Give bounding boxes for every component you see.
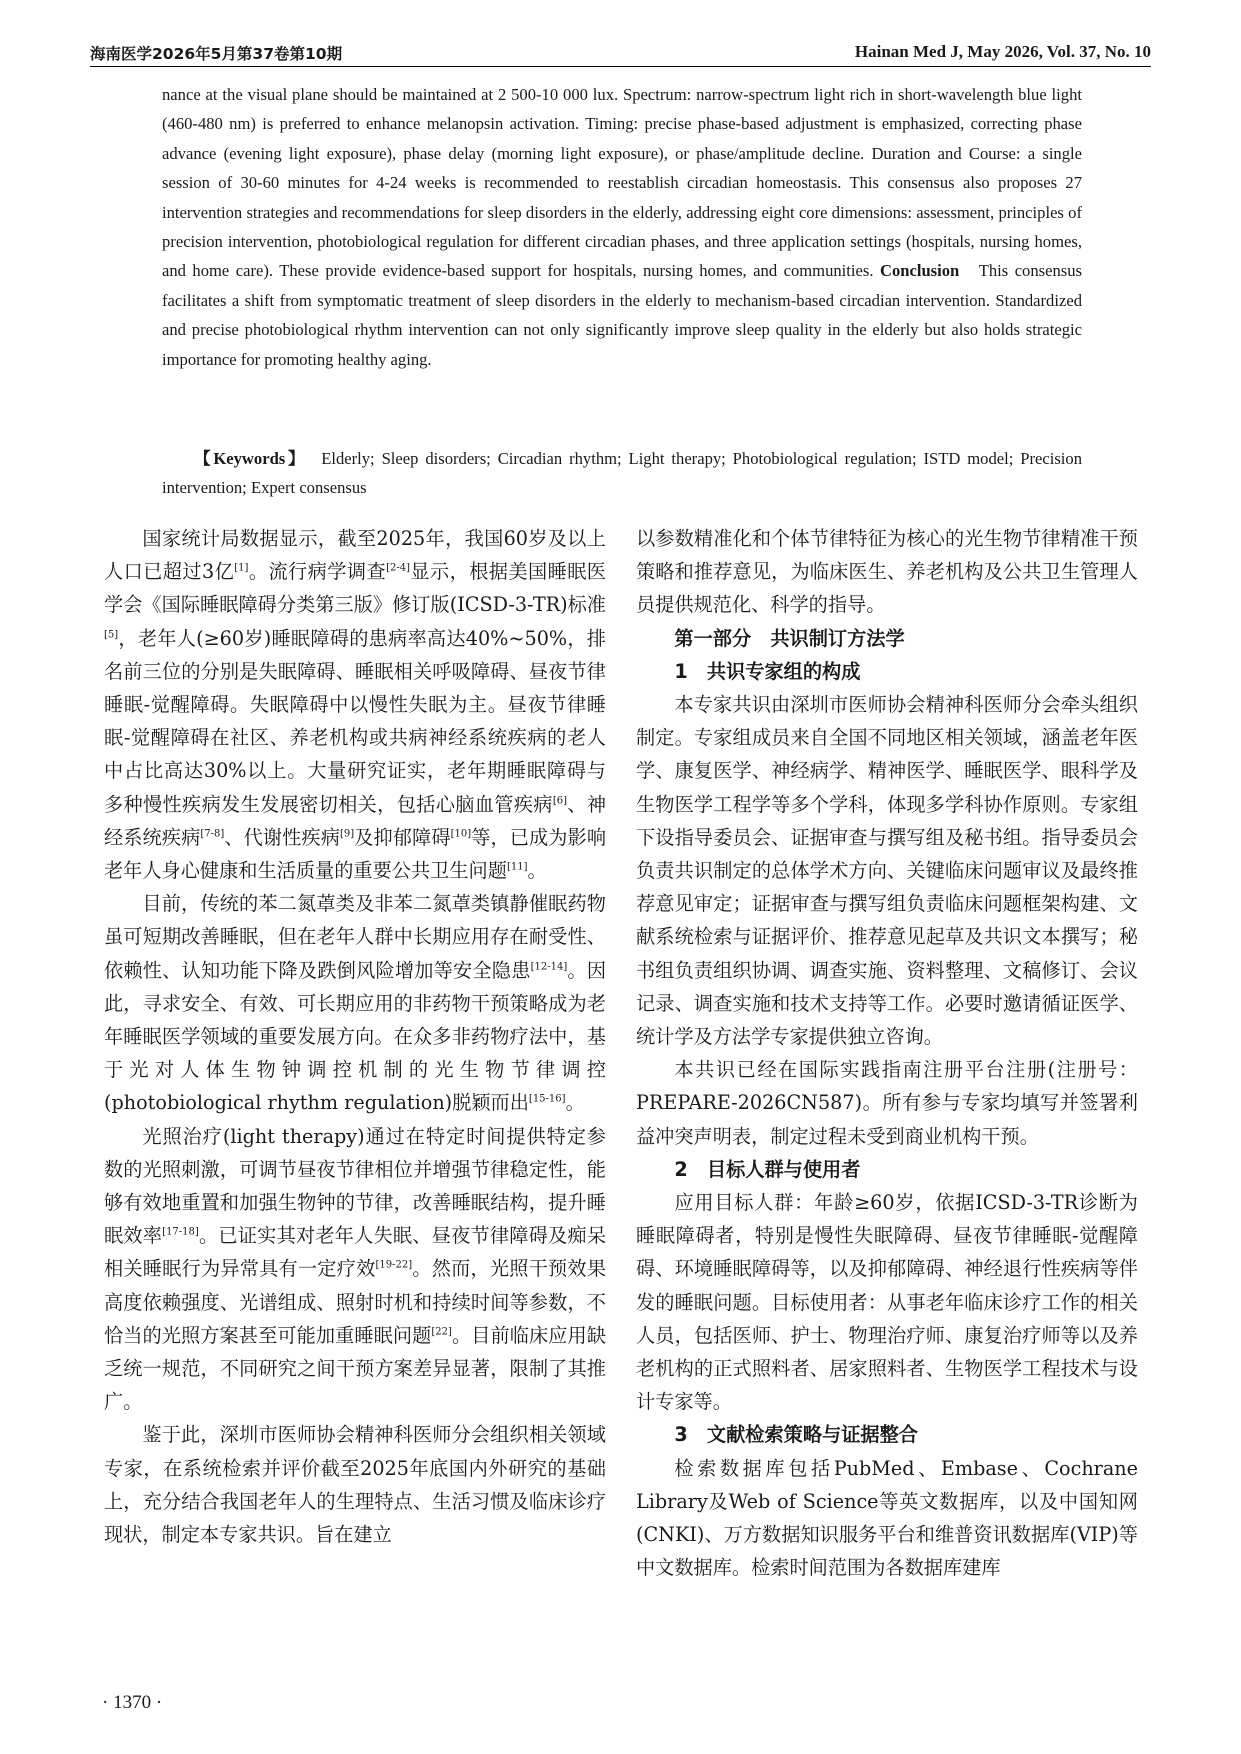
paragraph [104, 522, 606, 887]
text-run: 。 [527, 859, 547, 883]
text-run: 。已证实其对老年人失眠、昼夜节律障碍及痴呆相关睡眠行为异常具有一定疗效 [104, 1224, 607, 1281]
part-title: 第一部分 共识制订方法学 [674, 626, 905, 650]
text-run: 、代谢性疾病 [224, 825, 340, 849]
text-run: 等，已成为影响老年人身心健康和生活质量的重要公共卫生问题 [104, 825, 607, 883]
text-run: 。目前临床应用缺乏统一规范，不同研究之间干预方案差异显著，限制了其推广。 [104, 1323, 607, 1414]
paragraph: 本共识已经在国际实践指南注册平台注册(注册号：PREPARE-2026CN587)。所有参与专家均填写并签署利益冲突声明表，制定过程未受到商业机构干预。 [636, 1058, 1138, 1148]
text-run: 国家统计局数据显示，截至2025年，我国60岁及以上人口已超过3亿 [104, 527, 606, 584]
journal-issue-en: Hainan Med J, May 2026, Vol. 37, No. 10 [854, 42, 1151, 61]
running-header [90, 40, 1151, 67]
section-heading: 1 共识专家组的构成 [674, 659, 861, 683]
reference-link[interactable]: [2-4] [386, 562, 410, 574]
paragraph [104, 1120, 606, 1419]
reference-link[interactable]: [11] [506, 861, 528, 873]
abstract-continuation [162, 80, 1082, 374]
keywords-text: Elderly; Sleep disorders; Circadian rhythm; Light therapy; Photobiological regulation; ISTD model; Precision intervention; Expert consensus [162, 449, 1083, 498]
text-run: 。因此，寻求安全、有效、可长期应用的非药物干预策略成为老年睡眠医学领域的重要发展方向。在众多非药物疗法中，基于光对人体生物钟调控机制的光生物节律调控(photobiological rhythm regulation)脱颖而出 [104, 958, 607, 1115]
paragraph: 应用目标人群：年龄≥60岁，依据ICSD-3-TR诊断为睡眠障碍者，特别是慢性失眠障碍、昼夜节律睡眠-觉醒障碍、环境睡眠障碍等，以及抑郁障碍、神经退行性疾病等伴发的睡眠问题。目标使用者：从事老年临床诊疗工作的相关人员，包括医师、护士、物理治疗师、康复治疗师等以及养老机构的正式照料者、居家照料者、生物医学工程技术与设计专家等。 [636, 1191, 1138, 1414]
keywords-label: 【Keywords】 [194, 449, 308, 468]
abstract-text-1: nance at the visual plane should be maintained at 2 500-10 000 lux. Spectrum: narrow-spectrum light rich in short-wavelength blue light (460-480 nm) is preferred to enhance melanopsin activation. Timing: precise phase-based adjustment is emphasized, correcting phase advance (evening light exposure), phase delay (morning light exposure), or phase/amplitude decline. Duration and Course: a single session of 30-60 minutes for 4-24 weeks is recommended to reestablish circadian homeostasis. This consensus also proposes 27 intervention strategies and recommendations for sleep disorders in the elderly, addressing eight core dimensions: assessment, principles of precision intervention, photobiological regulation for different circadian phases, and three application settings (hospitals, nursing homes, and home care). These provide evidence-based support for hospitals, nursing homes, and communities. [162, 85, 1082, 281]
text-run: 。然而，光照干预效果高度依赖强度、光谱组成、照射时机和持续时间等参数，不恰当的光照方案甚至可能加重睡眠问题 [104, 1257, 607, 1347]
page-number: · 1370 · [102, 1692, 163, 1713]
reference-link[interactable]: [19-22] [375, 1260, 413, 1272]
body-left-column [104, 522, 606, 1551]
reference-link[interactable]: [7-8] [200, 828, 225, 840]
text-run: 及抑郁障碍 [354, 825, 451, 849]
paragraph: 检索数据库包括PubMed、Embase、Cochrane Library及Web of Science等英文数据库，以及中国知网(CNKI)、万方数据知识服务平台和维普资讯数据库(VIP)等中文数据库。检索时间范围为各数据库建库 [636, 1456, 1138, 1580]
section-heading: 3 文献检索策略与证据整合 [674, 1423, 918, 1447]
reference-link[interactable]: [17-18] [162, 1226, 199, 1238]
journal-issue-cn: 海南医学2026年5月第37卷第10期 [90, 45, 343, 63]
reference-link[interactable]: [10] [450, 828, 472, 840]
text-run: 、神经系统疾病 [104, 792, 607, 849]
reference-link[interactable]: [1] [234, 562, 249, 574]
reference-link[interactable]: [6] [552, 795, 567, 807]
reference-link[interactable]: [5] [104, 629, 119, 641]
body-right-column [636, 522, 1138, 1585]
paragraph: 鉴于此，深圳市医师协会精神科医师分会组织相关领域专家，在系统检索并评价截至2025年底国内外研究的基础上，充分结合我国老年人的生理特点、生活习惯及临床诊疗现状，制定本专家共识。旨在建立 [104, 1423, 606, 1547]
reference-link[interactable]: [12-14] [530, 961, 568, 973]
keywords [162, 444, 1082, 503]
text-run: 目前，传统的苯二氮䓬类及非苯二氮䓬类镇静催眠药物虽可短期改善睡眠，但在老年人群中长期应用存在耐受性、依赖性、认知功能下降及跌倒风险增加等安全隐患 [104, 892, 606, 982]
text-run: 。流行病学调查 [248, 560, 387, 584]
paragraph: 本专家共识由深圳市医师协会精神科医师分会牵头组织制定。专家组成员来自全国不同地区相关领域，涵盖老年医学、康复医学、神经病学、精神医学、睡眠医学、眼科学及生物医学工程学等多个学科，体现多学科协作原则。专家组下设指导委员会、证据审查与撰写组及秘书组。指导委员会负责共识制定的总体学术方向、关键临床问题审议及最终推荐意见审定；证据审查与撰写组负责临床问题框架构建、文献系统检索与证据评价、推荐意见起草及共识文本撰写；秘书组负责组织协调、调查实施、资料整理、文稿修订、会议记录、调查实施和技术支持等工作。必要时邀请循证医学、统计学及方法学专家提供独立咨询。 [636, 693, 1138, 1049]
conclusion-label: Conclusion [879, 261, 960, 281]
paragraph [104, 887, 606, 1119]
section-heading: 2 目标人群与使用者 [674, 1157, 861, 1181]
reference-link[interactable]: [9] [339, 828, 355, 840]
paragraph: 以参数精准化和个体节律特征为核心的光生物节律精准干预策略和推荐意见，为临床医生、养老机构及公共卫生管理人员提供规范化、科学的指导。 [636, 527, 1138, 617]
text-run: 光照治疗(light therapy)通过在特定时间提供特定参数的光照刺激，可调节昼夜节律相位并增强节律稳定性，能够有效地重置和加强生物钟的节律，改善睡眠结构，提升睡眠效率 [104, 1124, 606, 1248]
text-run: ，老年人(≥60岁)睡眠障碍的患病率高达40%~50%，排名前三位的分别是失眠障碍、睡眠相关呼吸障碍、昼夜节律睡眠-觉醒障碍。失眠障碍中以慢性失眠为主。昼夜节律睡眠-觉醒障碍在社区、养老机构或共病神经系统疾病的老人中占比高达30%以上。大量研究证实，老年期睡眠障碍与多种慢性疾病发生发展密切相关，包括心脑血管疾病 [104, 626, 606, 816]
abstract-text-2: This consensus facilitates a shift from symptomatic treatment of sleep disorders in the elderly to mechanism-based circadian intervention. Standardized and precise photobiological rhythm intervention can not only significantly improve sleep quality in the elderly but also holds strategic importance for promoting healthy aging. [162, 261, 1082, 369]
reference-link[interactable]: [22] [431, 1326, 452, 1338]
text-run: 。 [565, 1091, 585, 1115]
reference-link[interactable]: [15-16] [528, 1094, 566, 1106]
text-run: 显示，根据美国睡眠医学会《国际睡眠障碍分类第三版》修订版(ICSD-3-TR)标准 [104, 560, 606, 617]
